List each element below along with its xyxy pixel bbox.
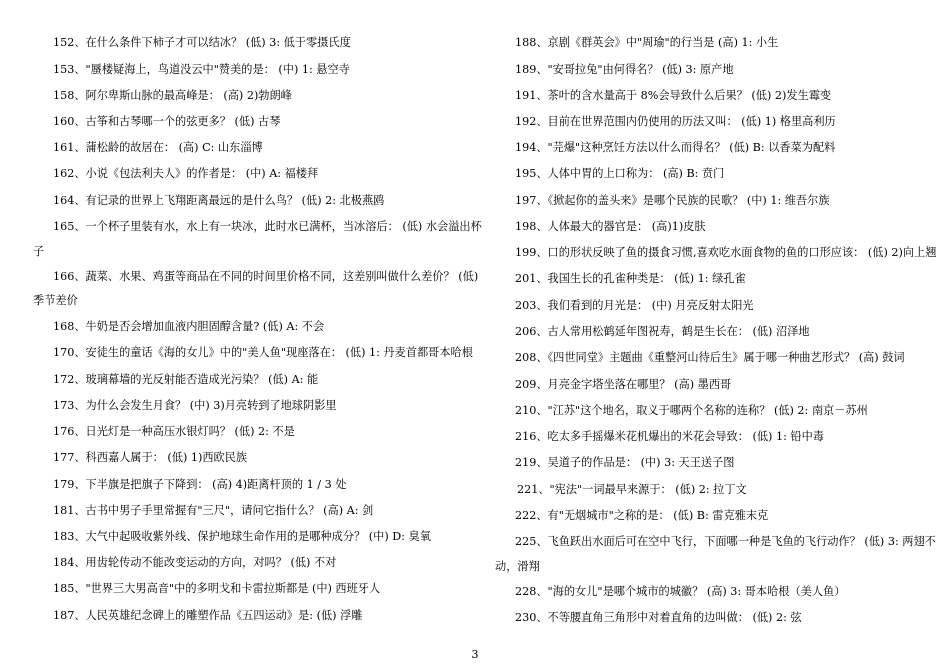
question-line: 176、日光灯是一种高压水银灯吗？ (低) 2: 不是 [53, 425, 295, 438]
question-line: 153、"蜃楼疑海上，鸟道没云中"赞美的是： (中) 1: 悬空寺 [53, 63, 350, 76]
question-line: 197、《掀起你的盖头来》是哪个民族的民歌？ (中) 1: 维吾尔族 [515, 194, 830, 207]
question-line: 189、"安哥拉兔"由何得名？ (低) 3: 原产地 [515, 63, 734, 76]
question-line: 195、人体中胃的上口称为： (高) B: 贲门 [515, 167, 725, 180]
question-line: 201、我国生长的孔雀种类是： (低) 1: 绿孔雀 [515, 272, 746, 285]
question-line: 172、玻璃幕墙的光反射能否造成光污染？ (低) A: 能 [53, 373, 319, 386]
question-line: 173、为什么会发生月食？ (中) 3)月亮转到了地球阴影里 [53, 399, 337, 412]
question-line: 230、不等腰直角三角形中对着直角的边叫做： (低) 2: 弦 [515, 611, 802, 624]
question-line: 165、一个杯子里装有水，水上有一块冰，此时水已满杯，当冰溶后： (低) 水会溢出杯 [53, 220, 482, 233]
question-line: 222、有"无烟城市"之称的是： (低) B: 雷克雅末克 [515, 509, 769, 522]
question-line: 185、"世界三大男高音"中的多明戈和卡雷拉斯都是 (中) 西班牙人 [53, 582, 381, 595]
question-line: 219、吴道子的作品是： (中) 3: 天王送子图 [515, 456, 735, 469]
question-line: 184、用齿轮传动不能改变运动的方向，对吗？ (低) 不对 [53, 556, 337, 569]
question-line: 183、大气中起吸收紫外线、保护地球生命作用的是哪种成分？ (中) D: 臭氧 [53, 530, 431, 543]
page-number: 3 [471, 648, 479, 661]
question-line: 199、口的形状反映了鱼的摄食习惯,喜欢吃水面食物的鱼的口形应该： (低) 2)向上翘 [515, 246, 937, 259]
question-line: 228、"海的女儿"是哪个城市的城徽？ (高) 3: 哥本哈根（美人鱼） [515, 585, 846, 598]
question-line: 210、"江苏"这个地名，取义于哪两个名称的连称？ (低) 2: 南京－苏州 [515, 404, 868, 417]
question-line: 225、飞鱼跃出水面后可在空中飞行，下面哪一种是飞鱼的飞行动作？ (低) 3: 两翅不 [515, 535, 936, 548]
question-line: 166、蔬菜、水果、鸡蛋等商品在不同的时间里价格不同，这差别叫做什么差价？ (低) [53, 270, 479, 283]
question-line: 162、小说《包法利夫人》的作者是： (中) A: 福楼拜 [53, 167, 319, 180]
question-line: 206、古人常用松鹤延年图祝寿，鹤是生长在： (低) 沼泽地 [515, 325, 810, 338]
question-line: 179、下半旗是把旗子下降到： (高) 4)距离杆顶的 1 / 3 处 [53, 478, 347, 491]
question-line: 170、安徒生的童话《海的女儿》中的"美人鱼"现座落在： (低) 1: 丹麦首都哥本哈根 [53, 346, 473, 359]
question-line: 194、"芫爆"这种烹饪方法以什么而得名？ (低) B: 以香菜为配料 [515, 141, 836, 154]
question-line: 208、《四世同堂》主题曲《重整河山待后生》属于哪一种曲艺形式？ (高) 鼓词 [515, 351, 905, 364]
question-line: 203、我们看到的月光是： (中) 月亮反射太阳光 [515, 299, 754, 312]
question-line: 188、京剧《群英会》中"周瑜"的行当是 (高) 1: 小生 [515, 36, 779, 49]
question-line: 177、科西嘉人属于： (低) 1)西欧民族 [53, 451, 248, 464]
question-line: 168、牛奶是否会增加血液内胆固醇含量? (低) A: 不会 [53, 320, 325, 333]
question-line-continuation: 子 [33, 245, 45, 258]
question-line: 164、有记录的世界上飞翔距离最远的是什么鸟？ (低) 2: 北极燕鸥 [53, 194, 385, 207]
question-line: 187、人民英雄纪念碑上的雕塑作品《五四运动》是: (低) 浮雕 [53, 609, 363, 622]
question-line: 160、古筝和古琴哪一个的弦更多？ (低) 古琴 [53, 115, 281, 128]
question-line-continuation: 动，滑翔 [495, 560, 540, 573]
question-line: 216、吃太多手摇爆米花机爆出的米花会导致： (低) 1: 铅中毒 [515, 430, 824, 443]
question-line: 209、月亮金字塔坐落在哪里？ (高) 墨西哥 [515, 378, 732, 391]
question-line: 192、目前在世界范围内仍使用的历法又叫： (低) 1) 格里高利历 [515, 115, 836, 128]
question-line: 191、茶叶的含水量高于 8%会导致什么后果？ (低) 2)发生霉变 [515, 89, 832, 102]
question-line-continuation: 季节差价 [33, 294, 78, 307]
question-line: 198、人体最大的器官是： (高)1)皮肤 [515, 220, 706, 233]
question-line: 161、蒲松龄的故居在： (高) C: 山东淄博 [53, 141, 263, 154]
question-line: 158、阿尔卑斯山脉的最高峰是： (高) 2)勃朗峰 [53, 89, 292, 102]
question-line: 181、古书中男子手里常握有"三尺"，请问它指什么？ (高) A: 剑 [53, 504, 374, 517]
question-line: 152、在什么条件下柿子才可以结冰？ (低) 3: 低于零摄氏度 [53, 36, 351, 49]
question-line: 221、"宪法"一词最早来源于： (低) 2: 拉丁文 [517, 483, 747, 496]
